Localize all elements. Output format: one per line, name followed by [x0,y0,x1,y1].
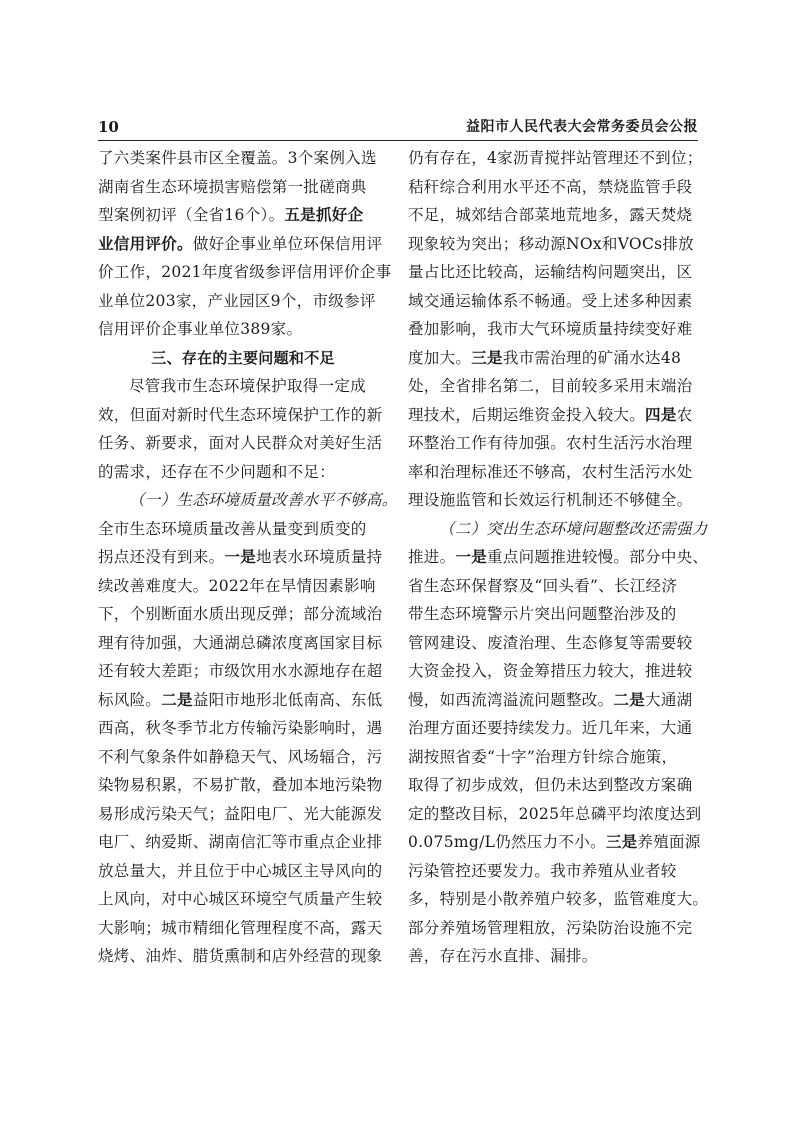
emphasis-text: 四是 [645,405,677,424]
body-text: 任务、新要求，面对人民群众对美好生活 [98,434,383,452]
body-text: 下，个别断面水质出现反弹；部分流域治 [98,605,383,623]
text-line [98,144,388,173]
body-text: 域交通运输体系不畅通。受上述多种因素 [408,291,693,310]
journal-title: 益阳市人民代表大会常务委员会公报 [466,119,698,135]
text-line [98,828,388,857]
body-text: 定的整改目标，2025年总磷平均浓度达到 [408,804,702,823]
text-line [408,144,703,173]
body-text: 拐点还没有到来。 [98,548,225,566]
text-line [98,515,388,544]
body-text: 易形成污染天气；益阳电厂、光大能源发 [98,804,383,823]
emphasis-text: 二是 [613,690,646,709]
emphasis-text: 五是抓好企 [284,206,364,224]
body-text: 现象较为突出；移动源NOx和VOCs排放 [408,234,694,253]
body-text: 秸秆综合利用水平还不高，禁烧监管手段 [408,177,693,196]
body-text: 量占比还比较高，运输结构问题突出，区 [408,263,693,281]
body-text: 率和治理标准还不够高，农村生活污水处 [408,462,693,481]
text-line [98,857,388,886]
body-text: 做好企事业单位环保信用评 [192,234,383,253]
text-line [98,486,398,515]
body-text: 益阳市地形北低南高、东低 [192,690,383,709]
text-line [98,287,388,316]
body-text: 污染管控还要发力。我市养殖从业者较 [408,861,677,880]
body-text: 染物易积累，不易扩散，叠加本地污染物 [98,776,383,794]
right-column [408,144,709,971]
body-text: 多，特别是小散养殖户较多，监管难度大。 [408,890,709,908]
body-text: 信用评价企事业单位389家。 [98,320,303,338]
text-line [98,429,388,458]
emphasis-text: 二是 [161,690,193,709]
body-text: 不足，城郊结合部菜地荒地多，露天焚烧 [408,206,693,224]
body-text: 业单位203家，产业园区9个，市级参评 [98,291,376,310]
text-line [98,743,388,772]
text-line [408,287,698,316]
body-text: 地表水环境质量持 [256,548,383,566]
text-line [408,486,698,515]
body-text: 大资金投入，资金筹措压力较大，推进较 [408,662,693,680]
body-text: 慢，如西流湾溢流问题整改。 [408,690,614,709]
text-line [98,657,388,686]
text-line [408,458,698,487]
body-text: 湖南省生态环境损害赔偿第一批磋商典 [98,177,367,196]
text-line [98,258,392,287]
left-column [98,144,398,971]
text-line [408,372,698,401]
body-text: 大影响；城市精细化管理程度不高，露天 [98,918,383,937]
text-line [98,372,388,401]
body-text: 理有待加强，大通湖总磷浓度离国家目标 [98,633,383,652]
text-line [408,857,698,886]
body-text: 电厂、纳爱斯、湖南信汇等市重点企业排 [98,833,383,851]
body-text: 烧烤、油炸、腊货熏制和店外经营的现象 [98,947,383,965]
text-line [408,173,698,202]
text-line [408,344,698,373]
header-rule [98,140,698,141]
body-text: 效，但面对新时代生态环境保护工作的新 [98,405,383,424]
text-line [98,344,388,373]
emphasis-text: 一是 [224,548,257,566]
text-line [408,543,709,572]
text-line [98,686,388,715]
text-line [408,230,698,259]
text-line [98,201,388,230]
body-text: 叠加影响，我市大气环境质量持续变好难 [408,320,693,338]
body-text: 处，全省排名第二，目前较多采用末端治 [408,377,693,395]
body-text: 放总量大，并且位于中心城区主导风向的 [98,861,383,880]
text-line [408,315,698,344]
text-line [408,600,698,629]
body-text: 养殖面源 [637,833,701,851]
body-text: 标风险。 [98,690,162,709]
emphasis-text: 业信用评价。 [98,234,193,253]
body-text: 上风向，对中心城区环境空气质量产生较 [98,890,383,908]
text-line [408,429,698,458]
body-text: 取得了初步成效，但仍未达到整改方案确 [408,776,693,794]
emphasis-text: 三是 [605,833,638,851]
body-text: 仍有存在，4家沥青搅拌站管理还不到位； [408,149,703,167]
text-line [98,771,388,800]
section-heading: 三、存在的主要问题和不足 [151,348,335,367]
body-text: 不利气象条件如静稳天气、风场辐合，污 [98,747,383,766]
text-line [408,942,698,971]
body-text: 度加大。 [408,348,472,367]
text-line [408,401,698,430]
emphasis-text: 一是 [455,548,488,566]
body-text: 部分养殖场管理粗放，污染防治设施不完 [408,918,693,937]
body-text: 价工作，2021年度省级参评信用评价企事 [98,263,392,281]
text-line [408,515,708,544]
text-line [98,173,388,202]
text-line [98,942,388,971]
text-line [98,543,388,572]
body-text: 理技术，后期运维资金投入较大。 [408,405,646,424]
body-text: 农 [676,405,693,424]
body-text: 省生态环保督察及“回头看”、长江经济 [408,576,678,595]
text-line [98,885,388,914]
text-line [98,914,388,943]
body-text: 湖按照省委“十字”治理方针综合施策， [408,747,678,766]
text-line [98,315,388,344]
emphasis-text: 三是 [471,348,503,367]
subsection-heading: （一）生态环境质量改善水平不够高。 [129,491,398,509]
text-line [98,600,388,629]
text-line [98,714,388,743]
text-line [408,629,698,658]
text-line [408,657,698,686]
text-line [408,800,702,829]
body-text: 续改善难度大。2022年在旱情因素影响 [98,576,376,595]
text-line [98,230,388,259]
body-text: 重点问题推进较慢。部分中央、 [487,548,709,566]
body-text: 的需求，还存在不少问题和不足： [98,462,336,481]
text-line [408,771,698,800]
text-line [408,885,709,914]
body-text: 了六类案件县市区全覆盖。3个案例入选 [98,149,377,167]
body-text: 推进。 [408,548,456,566]
body-text: 环整治工作有待加强。农村生活污水治理 [408,434,693,452]
text-line [98,629,388,658]
body-text: 善，存在污水直排、漏排。 [408,947,598,965]
body-text: 型案例初评（全省16个）。 [98,206,285,224]
body-text: 还有较大差距；市级饮用水水源地存在超 [98,662,383,680]
text-line [98,458,388,487]
text-line [408,572,698,601]
text-line [408,914,698,943]
text-line [408,258,698,287]
text-line [408,828,701,857]
body-text: 理设施监管和长效运行机制还不够健全。 [408,491,693,509]
text-line [98,401,388,430]
text-line [408,686,698,715]
body-text: 带生态环境警示片突出问题整治涉及的 [408,605,677,623]
page-header [98,117,698,137]
page-number: 10 [98,118,119,136]
body-text: 西高，秋冬季节北方传输污染影响时，遇 [98,719,383,737]
text-line [408,201,698,230]
body-text: 治理方面还要持续发力。近几年来，大通 [408,719,693,737]
body-text: 0.075mg/L仍然压力不小。 [408,833,606,851]
body-text: 管网建设、废渣治理、生态修复等需要较 [408,633,693,652]
text-line [408,743,698,772]
body-text: 全市生态环境质量改善从量变到质变的 [98,519,367,538]
text-line [408,714,698,743]
body-text: 我市需治理的矿涌水达48 [502,348,682,367]
text-line [98,572,388,601]
text-line [98,800,388,829]
subsection-heading: （二）突出生态环境问题整改还需强力 [439,519,708,538]
paragraph-start: 尽管我市生态环境保护取得一定成 [129,377,367,395]
body-text: 大通湖 [645,690,693,709]
